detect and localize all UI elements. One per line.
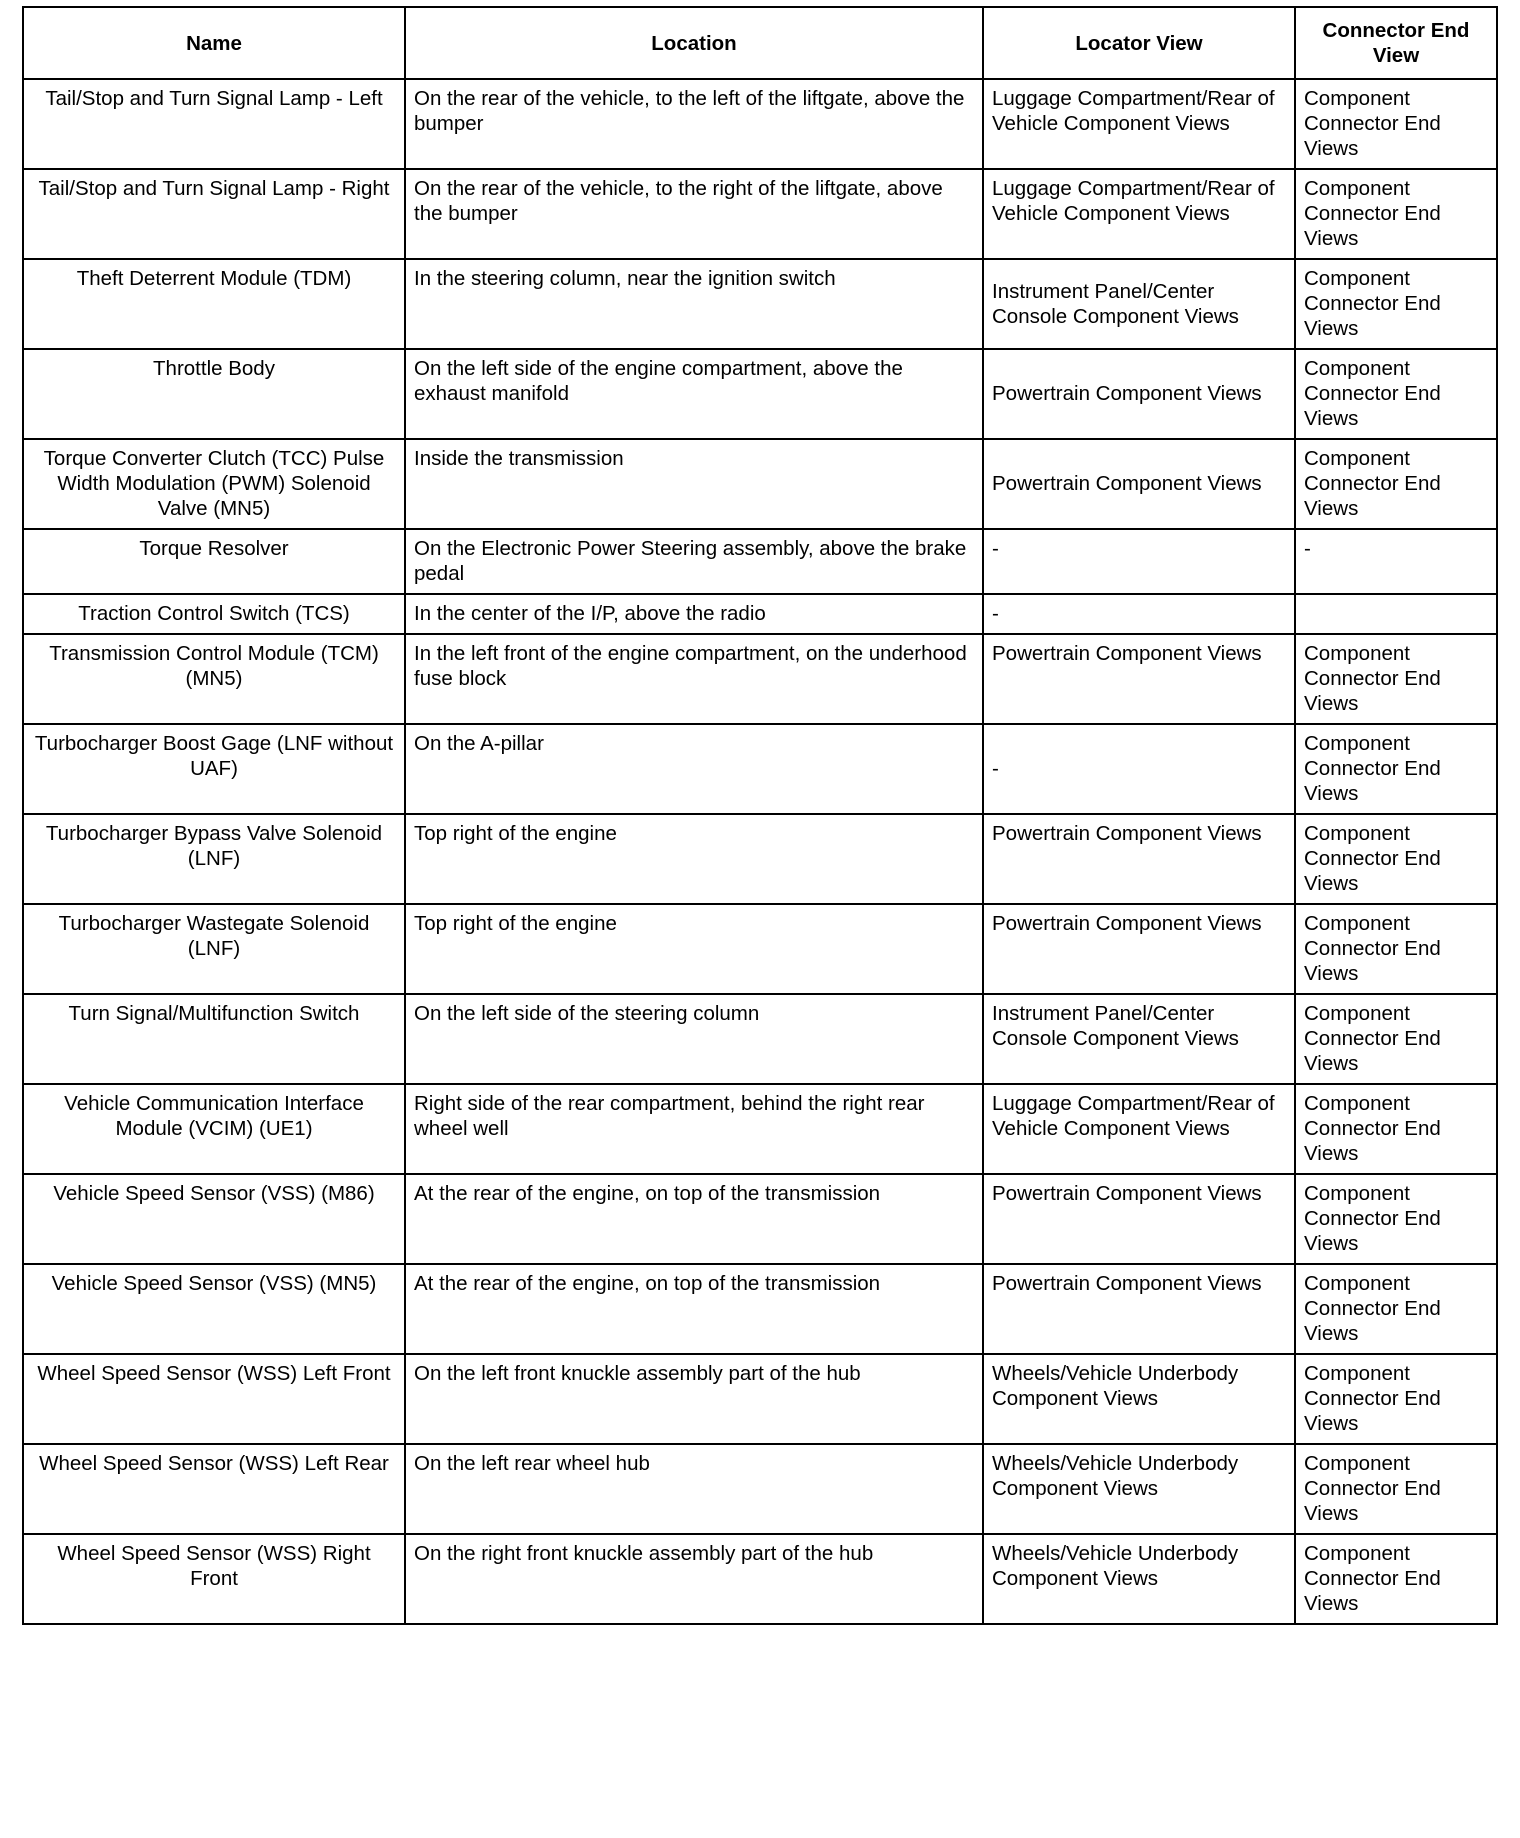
cell-name: Turbocharger Boost Gage (LNF without UAF) [23, 724, 405, 814]
table-row [23, 1264, 1497, 1354]
cell-connector-end-view: Component Connector End Views [1295, 349, 1497, 439]
cell-connector-end-view [1295, 594, 1497, 634]
cell-location: On the Electronic Power Steering assembly, above the brake pedal [405, 529, 983, 594]
cell-name: Vehicle Speed Sensor (VSS) (MN5) [23, 1264, 405, 1354]
cell-name: Theft Deterrent Module (TDM) [23, 259, 405, 349]
table-row [23, 259, 1497, 349]
cell-connector-end-view: Component Connector End Views [1295, 994, 1497, 1084]
cell-location: On the left rear wheel hub [405, 1444, 983, 1534]
cell-connector-end-view: Component Connector End Views [1295, 1264, 1497, 1354]
table-row [23, 1534, 1497, 1624]
table-header-row [23, 7, 1497, 79]
cell-name: Traction Control Switch (TCS) [23, 594, 405, 634]
table-row [23, 1354, 1497, 1444]
table-row [23, 634, 1497, 724]
cell-name: Vehicle Communication Interface Module (VCIM) (UE1) [23, 1084, 405, 1174]
cell-locator-view: - [983, 724, 1295, 814]
table-body [23, 79, 1497, 1624]
table-row [23, 79, 1497, 169]
cell-location: In the left front of the engine compartment, on the underhood fuse block [405, 634, 983, 724]
cell-connector-end-view: Component Connector End Views [1295, 1084, 1497, 1174]
cell-location: Right side of the rear compartment, behind the right rear wheel well [405, 1084, 983, 1174]
cell-locator-view: Powertrain Component Views [983, 349, 1295, 439]
cell-connector-end-view: Component Connector End Views [1295, 814, 1497, 904]
cell-connector-end-view: Component Connector End Views [1295, 634, 1497, 724]
cell-name: Transmission Control Module (TCM) (MN5) [23, 634, 405, 724]
column-header-name: Name [23, 7, 405, 79]
cell-name: Wheel Speed Sensor (WSS) Right Front [23, 1534, 405, 1624]
table-row [23, 1444, 1497, 1534]
cell-location: In the steering column, near the ignition switch [405, 259, 983, 349]
cell-location: At the rear of the engine, on top of the transmission [405, 1174, 983, 1264]
table-row [23, 904, 1497, 994]
table-row [23, 349, 1497, 439]
cell-locator-view: Luggage Compartment/Rear of Vehicle Component Views [983, 1084, 1295, 1174]
table-row [23, 529, 1497, 594]
table-row [23, 1084, 1497, 1174]
cell-name: Tail/Stop and Turn Signal Lamp - Left [23, 79, 405, 169]
cell-locator-view: Wheels/Vehicle Underbody Component Views [983, 1534, 1295, 1624]
cell-connector-end-view: Component Connector End Views [1295, 904, 1497, 994]
cell-locator-view: Luggage Compartment/Rear of Vehicle Component Views [983, 79, 1295, 169]
cell-location: Inside the transmission [405, 439, 983, 529]
cell-connector-end-view: - [1295, 529, 1497, 594]
column-header-location: Location [405, 7, 983, 79]
table-row [23, 439, 1497, 529]
cell-name: Wheel Speed Sensor (WSS) Left Front [23, 1354, 405, 1444]
cell-connector-end-view: Component Connector End Views [1295, 259, 1497, 349]
cell-name: Wheel Speed Sensor (WSS) Left Rear [23, 1444, 405, 1534]
table-row [23, 994, 1497, 1084]
cell-connector-end-view: Component Connector End Views [1295, 79, 1497, 169]
cell-location: On the left front knuckle assembly part of the hub [405, 1354, 983, 1444]
cell-location: On the A-pillar [405, 724, 983, 814]
cell-location: On the rear of the vehicle, to the right of the liftgate, above the bumper [405, 169, 983, 259]
table-row [23, 724, 1497, 814]
cell-locator-view: Wheels/Vehicle Underbody Component Views [983, 1354, 1295, 1444]
cell-connector-end-view: Component Connector End Views [1295, 724, 1497, 814]
cell-connector-end-view: Component Connector End Views [1295, 1534, 1497, 1624]
cell-name: Turbocharger Wastegate Solenoid (LNF) [23, 904, 405, 994]
cell-location: On the left side of the engine compartment, above the exhaust manifold [405, 349, 983, 439]
cell-locator-view: Instrument Panel/Center Console Component Views [983, 994, 1295, 1084]
cell-location: On the rear of the vehicle, to the left of the liftgate, above the bumper [405, 79, 983, 169]
table-row [23, 594, 1497, 634]
cell-locator-view: Powertrain Component Views [983, 904, 1295, 994]
cell-locator-view: - [983, 529, 1295, 594]
cell-connector-end-view: Component Connector End Views [1295, 1444, 1497, 1534]
cell-location: Top right of the engine [405, 904, 983, 994]
cell-name: Turn Signal/Multifunction Switch [23, 994, 405, 1084]
table-row [23, 1174, 1497, 1264]
cell-name: Throttle Body [23, 349, 405, 439]
cell-locator-view: Luggage Compartment/Rear of Vehicle Component Views [983, 169, 1295, 259]
cell-name: Tail/Stop and Turn Signal Lamp - Right [23, 169, 405, 259]
component-location-table [22, 6, 1498, 1625]
cell-name: Torque Converter Clutch (TCC) Pulse Width Modulation (PWM) Solenoid Valve (MN5) [23, 439, 405, 529]
cell-location: On the left side of the steering column [405, 994, 983, 1084]
cell-connector-end-view: Component Connector End Views [1295, 439, 1497, 529]
cell-name: Vehicle Speed Sensor (VSS) (M86) [23, 1174, 405, 1264]
cell-locator-view: Powertrain Component Views [983, 1174, 1295, 1264]
table-row [23, 169, 1497, 259]
cell-locator-view: - [983, 594, 1295, 634]
cell-name: Torque Resolver [23, 529, 405, 594]
column-header-locator-view: Locator View [983, 7, 1295, 79]
table-header [23, 7, 1497, 79]
cell-locator-view: Powertrain Component Views [983, 814, 1295, 904]
table-row [23, 814, 1497, 904]
cell-location: At the rear of the engine, on top of the transmission [405, 1264, 983, 1354]
cell-locator-view: Powertrain Component Views [983, 439, 1295, 529]
cell-locator-view: Instrument Panel/Center Console Component Views [983, 259, 1295, 349]
column-header-connector-end-view: Connector End View [1295, 7, 1497, 79]
cell-locator-view: Wheels/Vehicle Underbody Component Views [983, 1444, 1295, 1534]
cell-name: Turbocharger Bypass Valve Solenoid (LNF) [23, 814, 405, 904]
cell-location: Top right of the engine [405, 814, 983, 904]
cell-locator-view: Powertrain Component Views [983, 634, 1295, 724]
cell-location: In the center of the I/P, above the radio [405, 594, 983, 634]
cell-connector-end-view: Component Connector End Views [1295, 1174, 1497, 1264]
cell-connector-end-view: Component Connector End Views [1295, 169, 1497, 259]
cell-locator-view: Powertrain Component Views [983, 1264, 1295, 1354]
cell-location: On the right front knuckle assembly part of the hub [405, 1534, 983, 1624]
cell-connector-end-view: Component Connector End Views [1295, 1354, 1497, 1444]
